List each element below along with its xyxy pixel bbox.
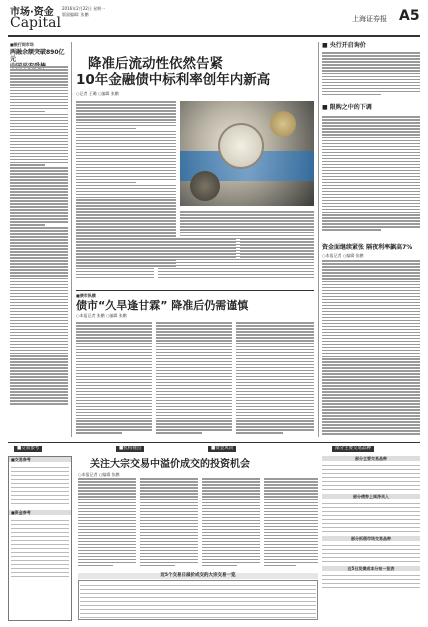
mid-story-top-rule — [76, 290, 314, 291]
right-top-headline — [322, 42, 420, 49]
main-photo — [180, 101, 314, 206]
column-divider-right — [318, 42, 319, 437]
main-byline: ○记者 王璐 ○编辑 张鹏 — [76, 91, 119, 96]
masthead-rule — [8, 35, 420, 37]
right-second-body — [322, 116, 420, 236]
mid-story-byline: ○本报记者 张鹏 ○编辑 张鹏 — [76, 313, 127, 318]
right-mid-headline: 资金面继续紧张 隔夜利率飙高7% — [322, 244, 413, 251]
paper-name: 上海证券报 — [352, 15, 387, 23]
right-second-title: 限购之中的下调 — [329, 104, 372, 111]
masthead — [0, 0, 428, 40]
right-mid-byline: ○本报记者 ○编辑 张鹏 — [322, 253, 364, 258]
left-column-tag: ■银行间市场 — [10, 42, 34, 47]
bottom-label-4: 部分主要交易品种 — [332, 446, 374, 452]
bottom-right-title3: 部分拆借市场交易品种 — [322, 536, 420, 541]
section-title: 市场·资金 — [10, 7, 54, 18]
mid-story — [76, 290, 314, 438]
bottom-left-box1-title: ■交易参考 — [9, 457, 71, 462]
bottom-table-title: 近5个交易日溢价成交的大宗交易一览 — [78, 573, 318, 579]
right-column — [322, 42, 420, 442]
bottom-right-title2: 部分债券上周净买入 — [322, 494, 420, 499]
main-body-lower — [76, 238, 314, 283]
photo-coin-dark — [190, 171, 220, 201]
bottom-story-body — [78, 478, 318, 570]
mid-story-headline: 债市“久旱逢甘霖” 降准后仍需谨慎 — [76, 299, 249, 312]
bottom-right-tables — [322, 456, 420, 621]
right-top-title: 央行开启询价 — [329, 42, 366, 49]
photo-coin — [218, 123, 264, 169]
bottom-story — [78, 458, 318, 621]
bottom-left-box — [8, 456, 72, 621]
left-column — [10, 42, 68, 442]
bottom-story-byline: ○本报记者 ○编辑 张鹏 — [78, 472, 120, 477]
bottom-label-3: ■资金风向 — [208, 446, 236, 452]
main-headline-line2: 10年金融债中标利率创年内新高 — [76, 72, 271, 88]
left-column-body — [10, 66, 68, 442]
section-title-en: Capital — [10, 15, 61, 31]
editor-line: 版面编辑: 张鹏 — [62, 12, 89, 17]
left-column-headline: 两融余额突破890亿元 — [10, 49, 65, 63]
date-line: 2016年2月22日 星期一 — [62, 6, 106, 11]
mid-story-body — [76, 322, 314, 436]
mid-story-tag: ■债市纵横 — [76, 293, 96, 298]
bottom-label-2: ■机构视点 — [116, 446, 144, 452]
photo-coin-small — [270, 111, 296, 137]
bottom-section-rule — [8, 442, 420, 443]
right-top-body — [322, 52, 420, 100]
bottom-right-title1: 部分主要交易品种 — [322, 456, 420, 461]
right-top-tag: ■ — [322, 42, 328, 49]
right-mid-body — [322, 260, 420, 438]
bottom-table — [78, 580, 318, 620]
right-second-tag: ■ — [322, 104, 328, 111]
bottom-story-headline: 关注大宗交易中溢价成交的投资机会 — [90, 459, 250, 470]
right-second-headline — [322, 104, 372, 111]
page-number: A5 — [399, 8, 420, 24]
bottom-left-box2-title: ■资金参考 — [9, 510, 71, 515]
main-headline-line1: 降准后流动性依然告紧 — [88, 56, 223, 72]
column-divider-left — [71, 42, 72, 437]
bottom-band — [8, 446, 420, 453]
bottom-right-title4: 近5日发债成本分布一览表 — [322, 566, 420, 571]
bottom-label-1: ■交易参考 — [14, 446, 42, 452]
